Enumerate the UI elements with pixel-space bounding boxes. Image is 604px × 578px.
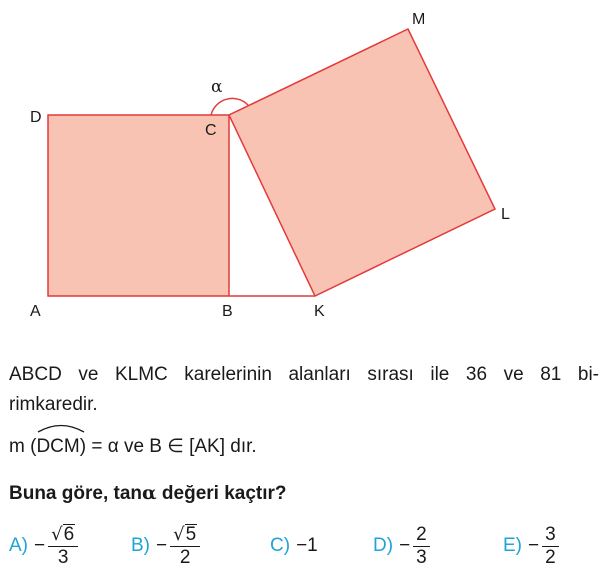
question-prefix: Buna göre, tan [9, 483, 143, 504]
square-klmc [229, 29, 495, 296]
choice-b-label: B) [131, 535, 150, 556]
arc-dcm [36, 433, 79, 461]
choice-b-denominator: 2 [179, 546, 191, 568]
problem-condition: m ( DCM ) = α ve B ∈ [AK] dır. [9, 433, 257, 461]
question-suffix: değeri kaçtır? [156, 483, 287, 504]
point-label-c: C [205, 122, 217, 139]
choice-c-label: C) [270, 535, 291, 556]
choice-d-sign: − [399, 535, 411, 556]
point-label-m: M [412, 11, 426, 28]
choice-a-sign: − [34, 535, 46, 556]
choice-a-fraction [48, 524, 78, 569]
problem-text-line-1: ABCD ve KLMC karelerinin alanları sırası ile 36 ve 81 bi- [9, 364, 599, 385]
point-label-b: B [222, 303, 233, 320]
sqrt-icon: √ [173, 523, 185, 545]
point-label-a: A [30, 303, 41, 320]
question-text [9, 479, 287, 508]
problem-text-line-2: rimkaredir. [9, 394, 98, 415]
choice-e-sign: − [528, 535, 540, 556]
choice-d-label: D) [373, 535, 394, 556]
choice-b-sign: − [156, 535, 168, 556]
choice-a-denominator: 3 [57, 546, 69, 568]
measure-symbol: m [9, 436, 25, 457]
choice-a-numerator: 6 [63, 523, 75, 545]
choice-a-label: A) [9, 535, 28, 556]
choice-e-numerator: 3 [542, 524, 559, 547]
square-abcd [48, 115, 229, 296]
answer-choices [0, 516, 604, 576]
choice-c-value: −1 [296, 535, 318, 556]
condition-text: = α ve B ∈ [AK] dır. [91, 436, 257, 457]
question-alpha: α [142, 482, 157, 504]
sqrt-icon: √ [51, 523, 63, 545]
choice-c[interactable] [270, 516, 318, 576]
point-label-d: D [30, 109, 42, 126]
angle-alpha-label: α [211, 77, 223, 97]
choice-d-fraction [413, 524, 430, 569]
point-label-l: L [501, 206, 510, 223]
choice-b-numerator: 5 [185, 523, 197, 545]
choice-d-denominator: 3 [416, 546, 427, 568]
choice-b[interactable] [131, 516, 200, 576]
choice-b-fraction [170, 524, 200, 569]
choice-d[interactable] [373, 516, 430, 576]
choice-d-numerator: 2 [413, 524, 430, 547]
choice-e[interactable] [503, 516, 559, 576]
choice-e-denominator: 2 [545, 546, 556, 568]
choice-e-fraction [542, 524, 559, 569]
arc-dcm-label: DCM [36, 436, 80, 457]
choice-e-label: E) [503, 535, 522, 556]
arc-symbol [36, 423, 86, 433]
choice-a[interactable] [9, 516, 78, 576]
point-label-k: K [314, 303, 325, 320]
